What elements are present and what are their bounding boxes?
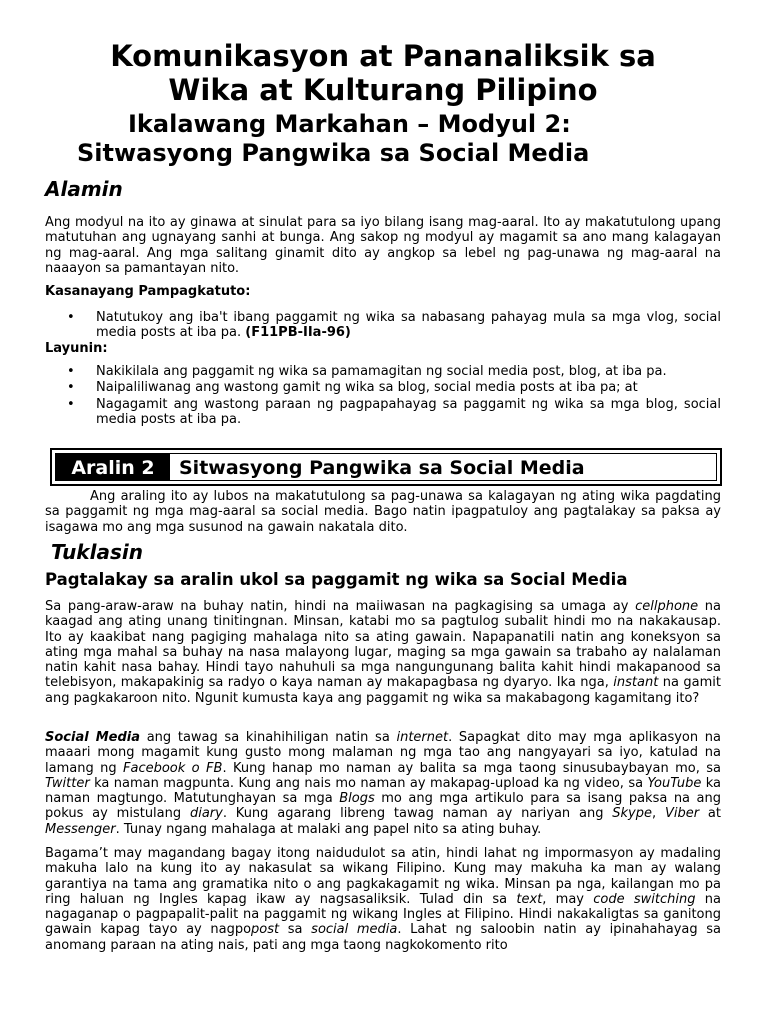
layunin-item-text: Naipaliliwanag ang wastong gamit ng wika sa blog, social media posts at iba pa; at — [96, 380, 638, 396]
kasanayan-item-text: Natutukoy ang iba't ibang paggamit ng wika sa nabasang pahayag mula sa mga vlog, social media posts at iba pa. — [96, 310, 721, 341]
text-run: na nagaganap o pagpapalit-palit na paggamit ng wikang Ingles at Filipino. Hindi nakakaligtas sa ganitong gawain kapag tayo ay nagpo — [45, 891, 721, 938]
text-run-italic: Twitter — [45, 775, 90, 791]
list-item — [45, 310, 721, 341]
main-title-line-2: Wika at Kulturang Pilipino — [168, 73, 598, 107]
text-run-italic: Blogs — [339, 791, 375, 807]
text-run: . Kung agarang libreng tawag naman ay nariyan ang — [222, 806, 613, 822]
tuklasin-paragraph-2 — [45, 730, 721, 837]
text-run: . Lahat ng saloobin natin ay ipinahahayag sa anomang paraan na ating nais, pati ang mga taong nagkokomento rito — [45, 922, 721, 953]
layunin-label: Layunin: — [45, 341, 108, 356]
text-run: . Tunay ngang mahalaga at malaki ang papel nito sa ating buhay. — [115, 821, 542, 837]
aralin-number: Aralin 2 — [56, 454, 170, 480]
tuklasin-paragraph-3 — [45, 846, 721, 953]
text-run-italic: Viber — [664, 806, 700, 822]
text-run: , may — [542, 891, 594, 907]
tuklasin-heading: Tuklasin — [51, 540, 143, 564]
kasanayan-code: (F11PB-IIa-96) — [245, 325, 351, 341]
text-run: ka naman magtungo. Matutunghayan sa mga — [45, 775, 721, 807]
kasanayan-list — [45, 310, 721, 341]
module-subtitle-line-2: Sitwasyong Pangwika sa Social Media — [77, 139, 590, 167]
alamin-paragraph: Ang modyul na ito ay ginawa at sinulat para sa iyo bilang isang mag-aaral. Ito ay makatutulong upang matutuhan ang ugnayang sanhi at bunga. Ang sakop ng modyul ay magamit sa ano mang kalagayan ng mag-aaral. Ang mga salitang ginamit dito ay angkop sa lebel ng pag-unawa ng mag-aaral na naaayon sa pamantayan nito. — [45, 215, 721, 276]
alamin-heading: Alamin — [45, 177, 123, 201]
text-run: na kaagad ang ating unang tinitingnan. Minsan, katabi mo sa pagtulog subalit hindi mo na nakakausap. Ito ay kaakibat nang pagiging mahalaga nito sa ating gawain. Napapanatili natin ang koneksyon sa ating mga mahal sa buhay na nasa malayong lugar, maging sa mga gawain sa trabaho ay nalalaman natin kahit nasa bahay. Hindi tayo nahuhuli sa mga nangungunang balita kahit hindi makapanood sa telebisyon, makapakinig sa radyo o kaya naman ay makapagbasa ng dyaryo. Ika nga, — [45, 599, 721, 691]
text-run-bold-italic: Social Media — [45, 730, 141, 745]
text-run: ang tawag sa kinahihiligan natin sa — [140, 730, 397, 745]
tuklasin-paragraph-1 — [45, 599, 721, 706]
aralin-banner-inner — [55, 453, 717, 481]
layunin-item-text: Nagagamit ang wastong paraan ng pagpapahayag sa paggamit ng wika sa mga blog, social media posts at iba pa. — [96, 396, 721, 427]
text-run-italic: code switching — [593, 891, 696, 907]
text-run: , — [652, 806, 665, 822]
bullet-icon: • — [67, 396, 75, 412]
layunin-list — [45, 364, 721, 427]
bullet-icon: • — [67, 364, 75, 379]
text-run: . Sapagkat dito may mga aplikasyon na maaari mong magamit kung gusto mong malaman ng mga tao ang nangyayari sa iyo, katulad na lamang ng — [45, 730, 722, 776]
text-run: na gamit ang pagkakaroon nito. Ngunit kumusta kaya ang paggamit ng wika sa makabagong kagamitang ito? — [45, 675, 721, 706]
text-run: Sa pang-araw-araw na buhay natin, hindi na maiiwasan na pagkagising sa umaga ay — [45, 599, 636, 614]
bullet-icon: • — [67, 310, 75, 325]
text-run-italic: cellphone — [635, 599, 699, 614]
text-run-italic: Messenger — [45, 821, 116, 837]
module-subtitle-line-1: Ikalawang Markahan – Modyul 2: — [128, 110, 571, 138]
text-run: at — [699, 806, 721, 822]
text-run-italic: Facebook o FB — [123, 760, 223, 776]
text-run-italic: text — [516, 891, 543, 907]
kasanayan-label: Kasanayang Pampagkatuto: — [45, 284, 251, 299]
text-run-italic: instant — [613, 675, 659, 691]
text-run-italic: YouTube — [647, 775, 702, 791]
layunin-item-text: Nakikilala ang paggamit ng wika sa pamamagitan ng social media post, blog, at iba pa. — [96, 364, 667, 379]
tuklasin-subheading: Pagtalakay sa aralin ukol sa paggamit ng wika sa Social Media — [45, 570, 628, 589]
text-run-italic: post — [251, 922, 280, 938]
aralin-banner — [50, 448, 722, 486]
text-run: mo ang mga artikulo para sa isang paksa na ang pokus ay mistulang — [45, 791, 721, 822]
text-run: sa — [279, 922, 312, 938]
list-item — [45, 364, 721, 379]
text-run: . Kung hanap mo naman ay balita sa mga taong sinusubaybayan mo, sa — [222, 760, 721, 776]
text-run-italic: Skype — [612, 806, 653, 822]
text-run: ka naman magpunta. Kung ang nais mo naman ay makapag-upload ka ng video, sa — [89, 775, 648, 791]
main-title-line-1: Komunikasyon at Pananaliksik sa — [110, 39, 656, 73]
list-item — [45, 397, 721, 428]
aralin-title: Sitwasyong Pangwika sa Social Media — [179, 457, 585, 479]
text-run-italic: diary — [189, 806, 223, 822]
text-run: Bagama’t may magandang bagay itong naidudulot sa atin, hindi lahat ng impormasyon ay madaling makuha lalo na kung ito ay nakasulat sa wikang Filipino. Kung may makuha ka man ay walang garantiya na tama ang gramatika nito o ang pagkakagamit ng wika. Minsan pa nga, kailangan mo pa ring haluan ng Ingles kapag ikaw ay nagsasaliksik. Tulad din sa — [45, 846, 721, 907]
bullet-icon: • — [67, 380, 75, 396]
text-run-italic: internet — [396, 730, 449, 745]
text-run-italic: social media — [311, 922, 398, 938]
aralin-intro: Ang araling ito ay lubos na makatutulong sa pag-unawa sa kalagayan ng ating wika pagdating sa paggamit ng mga mag-aaral sa social media. Bago natin ipagpatuloy ang pagtalakay sa paksa ay isagawa mo ang mga susunod na gawain nakatala dito. — [45, 489, 721, 535]
list-item — [45, 380, 721, 395]
